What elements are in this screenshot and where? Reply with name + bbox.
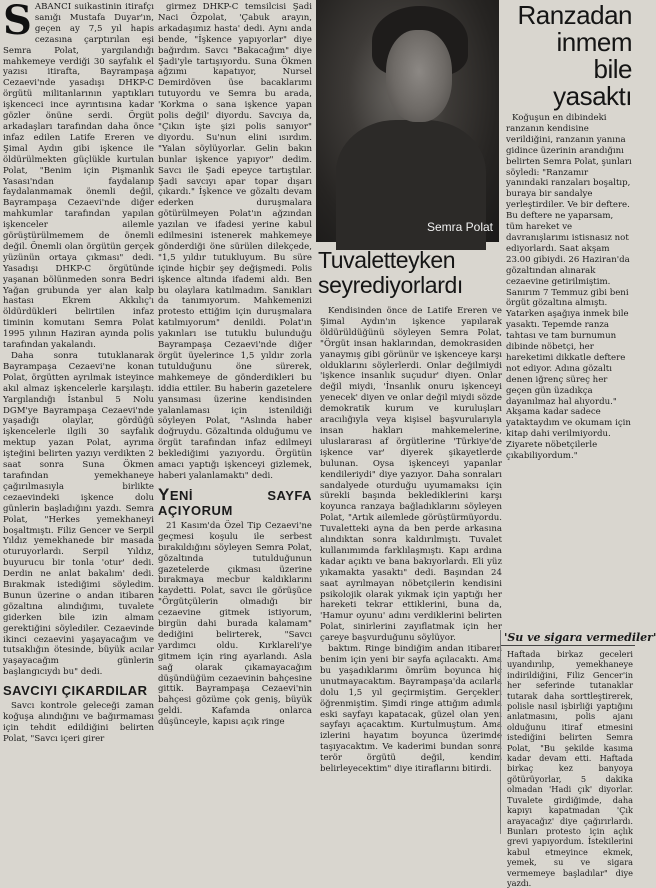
- sidebar-box: [500, 630, 656, 888]
- paragraph: Kendisinden önce de Latife Ereren ve Şimal Aydın'ın işkence yapılarak öldürüldüğünü söyleyen Semra Polat, "Örgüt insan haklarından, demokrasiden yanaymış gibi görünür ve işkenceye karşı olduklarını söylerlerdi. Onlar değilmiydi 'işkence insanlık suçudur' diyen. Onlar değil miydi, 'İnsanlık onuru işkenceyi yenecek' diyen ve onlar değil miydi sözde demokratik kurum ve kuruluşları aracılığıyla veya kişisel başvurularıyla insan hakları mahkemelerine, uluslararası af örgütlerine 'Türkiye'de işkence var' diyerek şikayetlerde bulunan. Oysa işkenceyi yapanlar kendileriydi" diye yazıyor. Daha sonraları sandalyede oturduğu uyumamaksı için sürekli başında beklediklerini karşı koyunca ranzaya bağladıklarını söyleyen Polat, "Artık ailemlede görüştürmüyordu. Tuvaletteki ayna da ben perde arkasına alındıktan sonra kaldırılmıştı. Tuvalet kullanımımda farklılaşmıştı. Kapı ardına kadar açıktı ve bana bakıyorlardı. Eli yüz yıkamakta yasaktı" dedi. Başından 24 saat ayrılmayan nöbetçilerin kendisini psikolojik olarak yıkmak için yaptığı her hareketi tekrar ettiklerini, buna da, 'Hamur oyunu' adını verdiklerini belirten Polat, sinirlerini zayıflatmak için her çareye başvurduğunu söylüyor.: [320, 306, 502, 644]
- headline-line: Ranzadan: [517, 0, 632, 30]
- paragraph: Savcı kontrole geleceği zaman koğuşa alındığını ve bağırmaması için tehdit edildiğini belirten Polat, "Savcı içeri girer: [3, 701, 154, 744]
- headline-line: yasaktı: [553, 81, 632, 111]
- headline-tuvaletteyken: [318, 248, 498, 298]
- paragraph: baktım. Ringe bindiğim andan itibaren benim için yeni bir sayfa açılacaktı. Ama bu yaşadıklarımı ömrüm boyunca hiç unutmayacaktım. Bayrampaşa'da acılarla dolu 1,5 yıl geçirmiştim. Gerçekleri öğrenmiştim. Şimdi ringe attığım adımla eski sayfayı kapatacak, güzel olan yeni sayfayı açacaktım. Kurtulmuştum. Ama izlerini hayatım boyunca üzerimde taşıyacaktım. Ve kaderimi bundan sonra terör örgütü değil, kendim belirleyecektim" diye itiraflarını bitirdi.: [320, 644, 502, 775]
- photo-caption: Semra Polat: [426, 220, 493, 234]
- article-column-2: [158, 2, 312, 832]
- subheading-yeni-sayfa: [158, 484, 312, 518]
- paragraph: Daha sonra tutuklanarak Bayrampaşa Cezaevi'ne konan Polat, örgütten ayrılmak isteyince akıl almaz işkencelerle karşılaştı. Yargılandığı İstanbul 5 Nolu DGM'ye Bayrampaşa Cezaevi'nde yaşadığı olaylar, gördüğü işkencelerle ilgili 30 sayfalık mektup yazan Polat, ayrıma işteğini belirten yazıyı verdikten 2 saat sonra Suna Ökmen tarafından yemekhaneye çağırılmasıyla birlikte cezaevindeki işkence dolu günlerin başladığını yazdı. Semra Polat, "Herkes yemekhaneyi boşaltmıştı. Filiz Gencer ve Serpil Yıldız yemekhanede bir masada oturuyorlardı. Serpil Yıldız, buyurucu bir tonla 'otur' dedi. Derdin ne anlat bakalım' dedi. Bırakmak istediğimi söyledim. Bunun üzerine o andan itibaren gözaltına alındığımı, tuvalete giderken bile izin almam gerektiğini söylediler. Cezaevinde ikinci cezaevini yaşayacağım ve tutsaklığın ötesinde, büyük acılar yaşayacağım günlerin başlangıcıydı bu" dedi.: [3, 351, 154, 678]
- photo-figure-face: [386, 30, 452, 122]
- paragraph: ABANCI suikastinin itirafçı sanığı Mustafa Duyar'ın, geçen ay 7,5 yıl hapis cezasına çarptırılan eşi Semra Polat, yargılandığı mahkemeye verdiği 30 sayfalık el yazısı itirafta, Bayrampaşa Cezaevi'nde yasadışı DHKP-C örgütü militanlarının yaptıkları işkenceci ince ayrıntısına kadar gözler önüne serdi. Örgüt arkadaşları tarafından daha önce infaz edilen Latife Ereren ve Şimal Aydın gibi işkence ile öldürülmekten güçlükle kurtulan Polat, "Benim için Pişmanlık Yasası'ndan faydalanıp faydalanmamak önemli değil, Bayrampaşa Cezaevi'nde diğer mahkumlar tarafından yapılan işkenceler ailemle görüştürülmemem de önemli değil. Önemli olan örgütün gerçek yüzünün ortaya çıkması" dedi. Yasadışı DHKP-C örgütünde yaşanan bölünmeden sonra Bedri Yağan grubunda yer alan kalp hastası Ekrem Akkılıç'ı öldürdükleri belirtilen infaz timinin komutanı Semra Polat 1995 yılının Haziran ayında polis tarafından yakalandı.: [3, 2, 154, 351]
- headline-line: bile: [593, 54, 632, 84]
- sidebar-title: 'Su ve sigara vermediler': [501, 630, 635, 646]
- article-column-4: [506, 113, 632, 673]
- headline-line: seyrediyorlardı: [318, 272, 463, 298]
- headline-line: inmem: [556, 27, 632, 57]
- sidebar-body: Haftada birkaz geceleri uyandırılıp, yemekhaneye indirildiğini, Filiz Gencer'in her seferinde tutanaklar tutarak daha sorttleştirerek, polisle nasıl işbirliği yaptığını anlatmasını, polis ajanı olduğunu itiraf etmesini istediğini belirten Semra Polat, "Bu şekilde kasıma kadar devam etti. Haftada birkaç kez banyoya götürüyorlar, 5 dakika olmadan 'Hadi çık' diyorlar. Tuvalete girdiğimde, daha kapıyı kapatmadan 'Çık arayacağız' diye çağırırlardı. Bunları protesto için açlık grevi yapıyordum. İstekilerini kabul etmeyince ekmek, yemek, su ve sigara vermemeye başladılar" diye yazdı.: [507, 649, 633, 888]
- paragraph: Koğuşun en dibindeki ranzanın kendisine verildiğini, ranzanın yanına gidince üzerinin arandığını belirten Semra Polat, şunları söyledi: "Ranzamır yanındaki ranzaları boşaltıp, buraya bir sandalye yerleştirdiler. Ve bir deftere. Bu deftere ne yaparsam, tüm hareket ve davranışlarımı istisnasız not ediyorlardı. Saat akşam 23.00 gibiydi. 26 Haziran'da gözaltından alınarak cezaevine getirilmiştim. Sanırım 7 Temmuz gibi beni örgüt gözaltına almıştı. Yatarken aşağıya inmek bile yasaktı. Tepemde ranza tahtası ve tam burnumun dibinde nöbetçi, her hareketimi dikkatle deftere not ediyor. Adına gözaltı denen iğrenç süreç her geçen gün üzadıkça dayanılmaz hal alıyordu." Akşama kadar sadece yataktaydım ve okumam için kitap dahi verilmiyordu. Ziyarete nöbetçilerle çıkabiliyordum.": [506, 113, 632, 462]
- paragraph: 21 Kasım'da Özel Tip Cezaevi'ne geçmesi koşulu ile serbest bırakıldığını söyleyen Semra Polat, gözaltında tutulduğunun gazetelerde çıkması üzerine bırakmaya mecbur kaldıklarını kaydetti. Polat, savcı ile görüşüce "Örgütçülerin olmadığı bir cezaevine gitmek istiyorum, birgün dahi burada kalamam" dediğini belirterek, "Savcı yardımcı oldu. Kırklareli'ye gitmem için ring ayarlandı. Asla sağ olarak çıkamayacağım düşündüğüm cezaevinin bahçesine gittik. Bayrampaşa Cezaevi'nin bahçesi gözüme çok geniş, büyük geldi. Kafamda onlarca düşünceyle, kapısı açık ringe: [158, 520, 312, 728]
- headline-line: Tuvaletteyken: [318, 247, 456, 273]
- subheading-text: ENİ SAYFA AÇIYORUM: [158, 487, 312, 518]
- drop-cap: S: [3, 0, 32, 44]
- paragraph: girmez DHKP-C temsilcisi Şadi Naci Özpolat, 'Çabuk arayın, arkadaşımız hasta' dedi. Aynı anda bende, "İşkence yapıyorlar" diye bağırdım. Savcı "Bakacağım" diye Şadi'yle tartışıyordu. Suna Ökmen ağzımı kapatıyor, Nursel Demirdöven üse bacaklarımı tutuyordu ve Semra bu arada, 'Korkma o sana işkence yapan polis değil' diyordu. Savcıya da, "Çıkın işte şizi polis sanıyor" diyordu. Su'nun elini ısırdım. "Yalan söylüyorlar. Gelin bakın bunlar işkence yapıyor" dedim. Savcı ile Şadi epeyce tartıştılar. Şadi savcıyı apar topar dışarı çıkardı." İşkence ve gözaltı devam ederken duruşmalara götürülmeyen Polat'ın ağzından yazılan ve ifadesi yerine kabul edilmesini istenerek mahkemeye gönderdiği öne sürülen dilekçede, "1,5 yıldır tutukluyum. Bu süre içinde hiçbir şey değişmedi. Polis işkence altında ifademi aldı. Ben bu olaylara katılmadım. Sanıkları da tanımıyorum. Mahkemenizi protesto ettiğim için duruşmalara katılmıyorum" denildi. Polat'ın yakınları ise tutuklu bulunduğu Bayrampaşa Cezaevi'nde diğer örgüt üyelerince 1,5 yıldır zorla tutulduğunu öne sürerek, mahkemeye de gönderdikleri bu iddia ettiler. Bu haberin gazetelere yansıması üzerine kendisinden yalanlaması için istenildiği söyleyen Polat, "Aslında haber doğruydu. Gözaltında olduğumu ve örgüt tarafından infaz edilmeyi beklediğimi yazıyordu. Örgütün amacı yaptığı işkenceyi gizlemek, haberi yalanlamaktı" dedi.: [158, 2, 312, 481]
- portrait-photo: [316, 0, 499, 242]
- subheading-initial: Y: [158, 484, 170, 504]
- headline-ranzadan: [480, 2, 632, 110]
- article-column-3: [320, 306, 502, 834]
- subheading-savciyi: SAVCIYI ÇIKARDILAR: [3, 683, 148, 699]
- article-column-1: [3, 2, 154, 832]
